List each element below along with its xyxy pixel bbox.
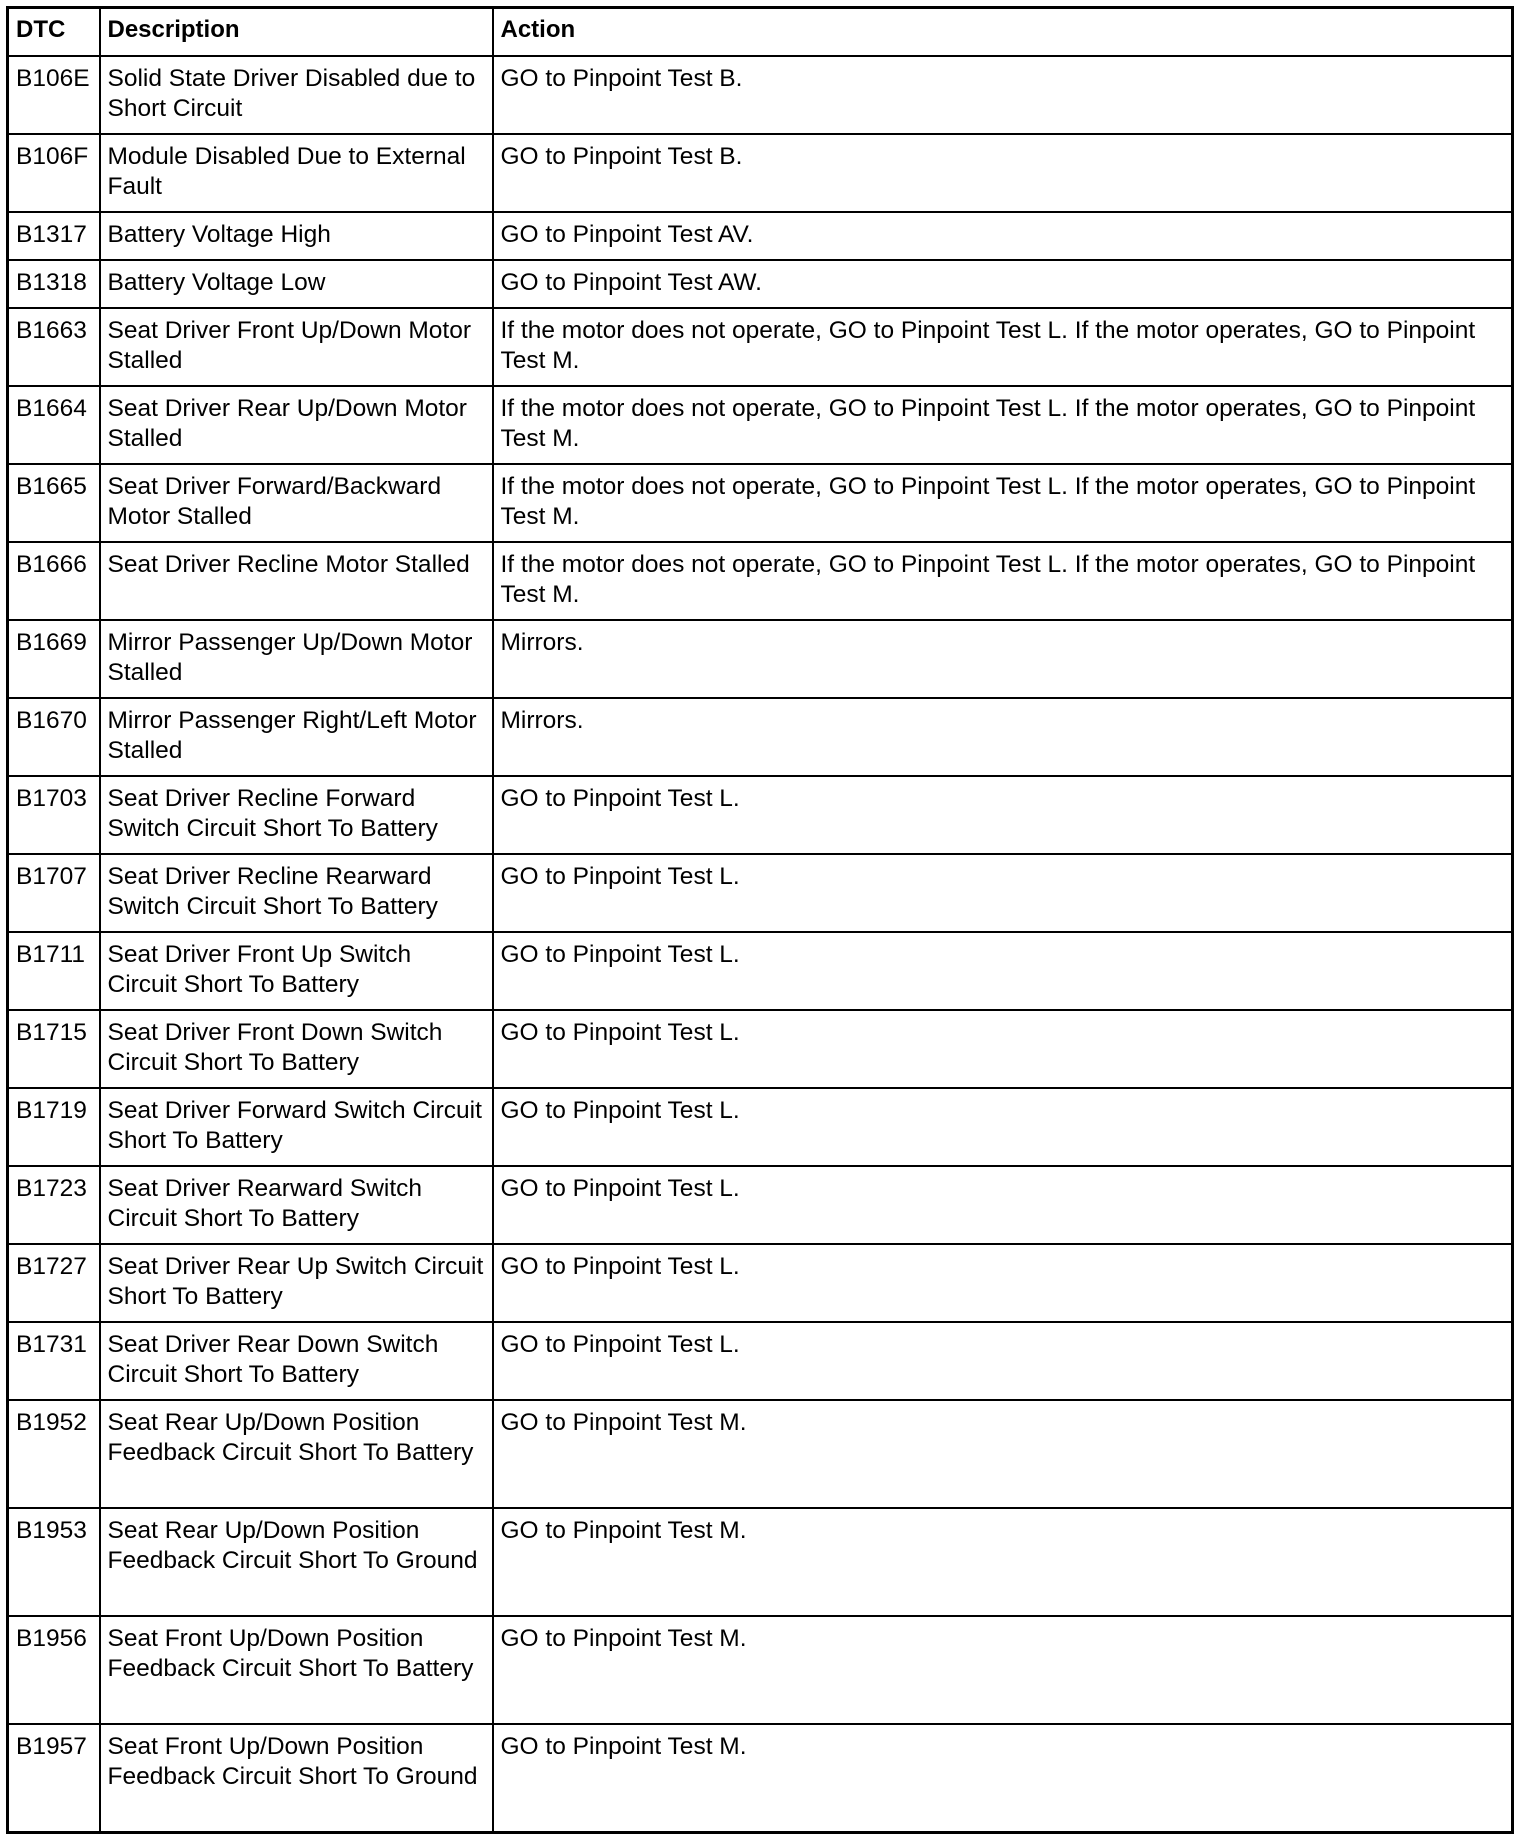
- dtc-action: GO to Pinpoint Test AW.: [493, 260, 1513, 308]
- table-row: [8, 464, 1513, 542]
- dtc-code: B1952: [8, 1400, 100, 1508]
- dtc-description: Seat Driver Recline Motor Stalled: [100, 542, 493, 620]
- table-row: [8, 776, 1513, 854]
- dtc-description: Module Disabled Due to External Fault: [100, 134, 493, 212]
- dtc-description: Seat Driver Rear Up Switch Circuit Short To Battery: [100, 1244, 493, 1322]
- table-row: [8, 698, 1513, 776]
- dtc-description: Seat Driver Front Down Switch Circuit Short To Battery: [100, 1010, 493, 1088]
- dtc-description: Seat Rear Up/Down Position Feedback Circuit Short To Ground: [100, 1508, 493, 1616]
- dtc-code: B1664: [8, 386, 100, 464]
- table-body: [8, 56, 1513, 1832]
- dtc-code: B106E: [8, 56, 100, 134]
- table-row: [8, 1244, 1513, 1322]
- dtc-action: Mirrors.: [493, 698, 1513, 776]
- dtc-code: B106F: [8, 134, 100, 212]
- header-action: Action: [493, 8, 1513, 57]
- table-header: [8, 8, 1513, 57]
- dtc-code: B1731: [8, 1322, 100, 1400]
- dtc-description: Seat Rear Up/Down Position Feedback Circuit Short To Battery: [100, 1400, 493, 1508]
- dtc-code: B1953: [8, 1508, 100, 1616]
- dtc-action: If the motor does not operate, GO to Pinpoint Test L. If the motor operates, GO to Pinpoint Test M.: [493, 542, 1513, 620]
- dtc-table: [6, 6, 1514, 1834]
- dtc-code: B1707: [8, 854, 100, 932]
- dtc-code: B1956: [8, 1616, 100, 1724]
- dtc-code: B1317: [8, 212, 100, 260]
- table-row: [8, 542, 1513, 620]
- dtc-code: B1663: [8, 308, 100, 386]
- dtc-action: GO to Pinpoint Test L.: [493, 932, 1513, 1010]
- dtc-action: Mirrors.: [493, 620, 1513, 698]
- dtc-action: GO to Pinpoint Test L.: [493, 1166, 1513, 1244]
- dtc-action: GO to Pinpoint Test M.: [493, 1724, 1513, 1832]
- dtc-action: GO to Pinpoint Test B.: [493, 134, 1513, 212]
- dtc-description: Seat Driver Front Up Switch Circuit Short To Battery: [100, 932, 493, 1010]
- dtc-code: B1719: [8, 1088, 100, 1166]
- table-row: [8, 134, 1513, 212]
- table-row: [8, 932, 1513, 1010]
- table-row: [8, 56, 1513, 134]
- dtc-description: Solid State Driver Disabled due to Short Circuit: [100, 56, 493, 134]
- dtc-code: B1957: [8, 1724, 100, 1832]
- dtc-description: Seat Front Up/Down Position Feedback Circuit Short To Battery: [100, 1616, 493, 1724]
- dtc-action: GO to Pinpoint Test B.: [493, 56, 1513, 134]
- table-row: [8, 1010, 1513, 1088]
- table-row: [8, 1166, 1513, 1244]
- dtc-code: B1715: [8, 1010, 100, 1088]
- dtc-action: If the motor does not operate, GO to Pinpoint Test L. If the motor operates, GO to Pinpoint Test M.: [493, 386, 1513, 464]
- dtc-code: B1711: [8, 932, 100, 1010]
- dtc-action: GO to Pinpoint Test L.: [493, 1088, 1513, 1166]
- table-row: [8, 620, 1513, 698]
- dtc-action: If the motor does not operate, GO to Pinpoint Test L. If the motor operates, GO to Pinpoint Test M.: [493, 308, 1513, 386]
- header-dtc: DTC: [8, 8, 100, 57]
- table-row: [8, 212, 1513, 260]
- dtc-description: Mirror Passenger Up/Down Motor Stalled: [100, 620, 493, 698]
- table-row: [8, 854, 1513, 932]
- dtc-action: GO to Pinpoint Test L.: [493, 854, 1513, 932]
- dtc-description: Seat Driver Forward/Backward Motor Stalled: [100, 464, 493, 542]
- dtc-action: GO to Pinpoint Test L.: [493, 1010, 1513, 1088]
- table-row: [8, 1724, 1513, 1832]
- dtc-code: B1666: [8, 542, 100, 620]
- dtc-description: Seat Driver Rearward Switch Circuit Short To Battery: [100, 1166, 493, 1244]
- table-row: [8, 1508, 1513, 1616]
- dtc-action: GO to Pinpoint Test L.: [493, 776, 1513, 854]
- table-row: [8, 260, 1513, 308]
- dtc-code: B1665: [8, 464, 100, 542]
- dtc-code: B1727: [8, 1244, 100, 1322]
- dtc-code: B1669: [8, 620, 100, 698]
- table-row: [8, 1322, 1513, 1400]
- table-row: [8, 1088, 1513, 1166]
- dtc-description: Seat Driver Recline Rearward Switch Circuit Short To Battery: [100, 854, 493, 932]
- dtc-description: Seat Front Up/Down Position Feedback Circuit Short To Ground: [100, 1724, 493, 1832]
- dtc-code: B1723: [8, 1166, 100, 1244]
- dtc-action: GO to Pinpoint Test M.: [493, 1400, 1513, 1508]
- table-row: [8, 1400, 1513, 1508]
- dtc-action: GO to Pinpoint Test M.: [493, 1508, 1513, 1616]
- table-row: [8, 1616, 1513, 1724]
- dtc-description: Seat Driver Rear Up/Down Motor Stalled: [100, 386, 493, 464]
- dtc-code: B1318: [8, 260, 100, 308]
- dtc-action: If the motor does not operate, GO to Pinpoint Test L. If the motor operates, GO to Pinpoint Test M.: [493, 464, 1513, 542]
- dtc-description: Seat Driver Rear Down Switch Circuit Short To Battery: [100, 1322, 493, 1400]
- dtc-action: GO to Pinpoint Test M.: [493, 1616, 1513, 1724]
- dtc-description: Battery Voltage High: [100, 212, 493, 260]
- header-description: Description: [100, 8, 493, 57]
- dtc-action: GO to Pinpoint Test L.: [493, 1244, 1513, 1322]
- table-row: [8, 308, 1513, 386]
- header-row: [8, 8, 1513, 57]
- dtc-code: B1703: [8, 776, 100, 854]
- dtc-action: GO to Pinpoint Test L.: [493, 1322, 1513, 1400]
- dtc-description: Seat Driver Forward Switch Circuit Short To Battery: [100, 1088, 493, 1166]
- dtc-description: Battery Voltage Low: [100, 260, 493, 308]
- dtc-action: GO to Pinpoint Test AV.: [493, 212, 1513, 260]
- table-row: [8, 386, 1513, 464]
- dtc-code: B1670: [8, 698, 100, 776]
- dtc-description: Mirror Passenger Right/Left Motor Stalled: [100, 698, 493, 776]
- dtc-description: Seat Driver Recline Forward Switch Circuit Short To Battery: [100, 776, 493, 854]
- dtc-description: Seat Driver Front Up/Down Motor Stalled: [100, 308, 493, 386]
